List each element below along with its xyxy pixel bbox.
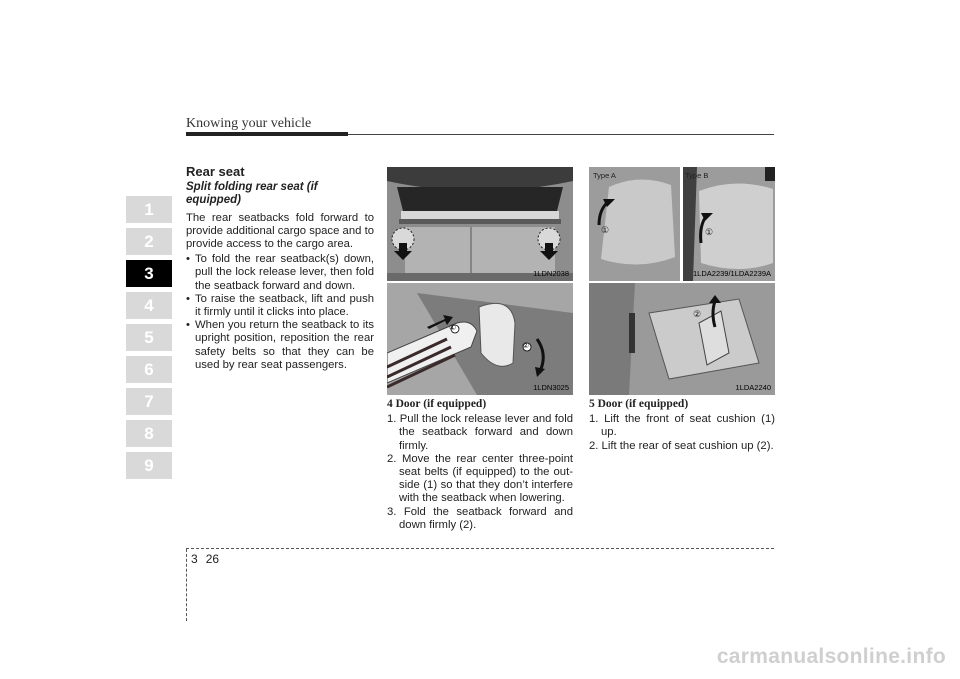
callout-1: ① xyxy=(449,323,457,332)
four-door-steps xyxy=(387,413,573,532)
figure-1ldn3025 xyxy=(387,283,573,395)
step-item: 3. Fold the seatback forward and down firmly (2). xyxy=(387,505,573,531)
chapter-tab-7[interactable]: 7 xyxy=(126,388,172,415)
figure-1lda2239 xyxy=(589,167,775,281)
section-subtitle: Split folding rear seat (if equipped) xyxy=(186,181,318,207)
bullet-item: • To raise the seatback, lift and push it firmly until it clicks into place. xyxy=(186,293,374,319)
callout-2: ② xyxy=(693,309,702,319)
header-rule-thick xyxy=(186,132,348,136)
step-item: 2. Move the rear center three-point seat belts (if equipped) to the out-side (1) so that they don’t interfere with the seatback when lowering. xyxy=(387,452,573,505)
figure-code-label: 1LDN3025 xyxy=(533,383,569,392)
five-door-steps xyxy=(589,413,775,453)
figure-code-label: 1LDA2239/1LDA2239A xyxy=(693,269,771,278)
header-rule-thin xyxy=(348,134,774,135)
step-item: 1. Pull the lock release lever and fold the seatback forward and down firmly. xyxy=(387,413,573,452)
four-door-heading: 4 Door (if equipped) xyxy=(387,398,487,410)
seat-cushion-lift-illustration xyxy=(589,283,775,395)
chapter-tab-4[interactable]: 4 xyxy=(126,292,172,319)
chapter-tab-9[interactable]: 9 xyxy=(126,452,172,479)
four-door-section xyxy=(387,398,573,532)
chapter-tab-8[interactable]: 8 xyxy=(126,420,172,447)
chapter-tab-5[interactable]: 5 xyxy=(126,324,172,351)
watermark: carmanualsonline.info xyxy=(716,645,946,668)
intro-paragraph: The rear seatbacks fold forward to provide additional cargo space and to provide access to the cargo area. xyxy=(186,211,374,251)
callout-1-type-b: ① xyxy=(705,227,714,237)
footer-page: 26 xyxy=(205,552,220,566)
chapter-tabs xyxy=(126,196,172,484)
figure-1lda2240 xyxy=(589,283,775,395)
footer-rule xyxy=(186,548,774,549)
footer-chapter: 3 xyxy=(191,552,198,566)
chapter-tab-6[interactable]: 6 xyxy=(126,356,172,383)
callout-1: ① xyxy=(601,225,610,235)
bullet-list xyxy=(186,253,374,372)
type-b-label: Type B xyxy=(685,171,709,180)
chapter-tab-2[interactable]: 2 xyxy=(126,228,172,255)
seat-cushion-type-illustration xyxy=(589,167,775,281)
figure-1ldn2038 xyxy=(387,167,573,281)
step-item: 2. Lift the rear of seat cushion up (2). xyxy=(589,439,774,452)
five-door-heading: 5 Door (if equipped) xyxy=(589,398,689,410)
chapter-tab-3[interactable]: 3 xyxy=(126,260,172,287)
bullet-item: • To fold the rear seatback(s) down, pull the lock release lever, then fold the seatback forward and down. xyxy=(186,253,374,293)
bullet-item: • When you return the seatback to its upright position, reposition the rear safety belts so that they can be used by rear seat passengers. xyxy=(186,319,374,372)
footer-vertical-rule xyxy=(186,549,187,621)
page-number xyxy=(191,552,227,566)
left-column xyxy=(186,165,374,372)
chapter-tab-1[interactable]: 1 xyxy=(126,196,172,223)
figure-code-label: 1LDN2038 xyxy=(533,269,569,278)
lever-pull-illustration xyxy=(387,283,573,395)
trunk-illustration xyxy=(387,167,573,281)
callout-2: ② xyxy=(522,341,530,350)
figure-code-label: 1LDA2240 xyxy=(735,383,771,392)
section-title: Rear seat xyxy=(186,164,245,179)
step-item: 1. Lift the front of seat cushion (1) up. xyxy=(589,413,775,439)
header-title: Knowing your vehicle xyxy=(186,116,312,131)
five-door-section xyxy=(589,398,775,453)
type-a-label: Type A xyxy=(593,171,616,180)
